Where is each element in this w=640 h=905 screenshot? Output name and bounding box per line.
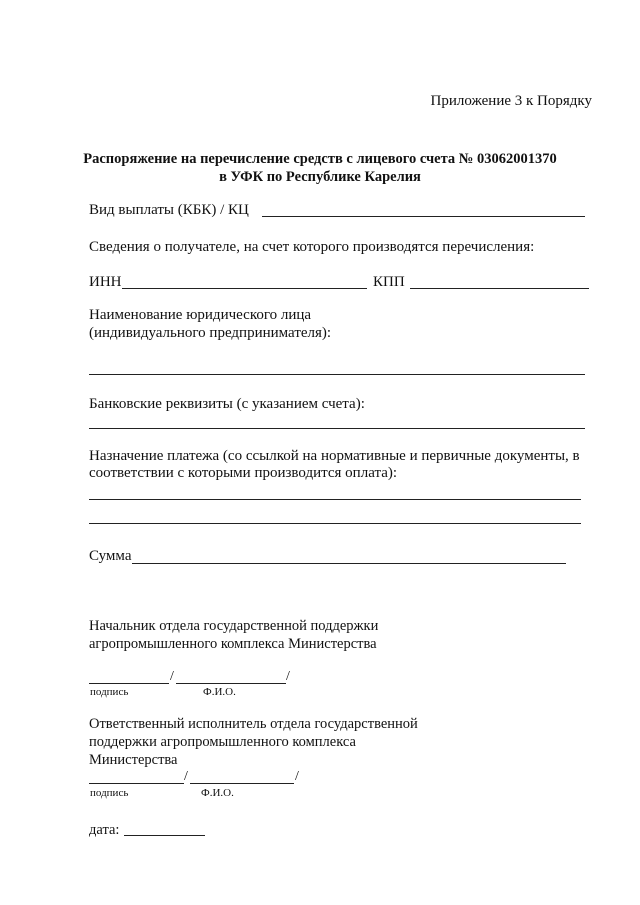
kpp-label: КПП [373, 274, 405, 290]
date-field-line[interactable] [124, 835, 205, 836]
executor-slash-1: / [184, 769, 188, 784]
payment-type-field-line[interactable] [262, 216, 585, 217]
payment-type-label: Вид выплаты (КБК) / КЦ [89, 202, 249, 218]
date-label: дата: [89, 822, 120, 838]
payment-purpose-label-line2: соответствии с которыми производится оплата): [89, 465, 398, 481]
payment-purpose-field-line2[interactable] [89, 523, 581, 524]
payment-purpose-field-line1[interactable] [89, 499, 581, 500]
executor-signature-line[interactable] [89, 783, 184, 784]
payment-purpose-label-line1: Назначение платежа (со ссылкой на нормативные и первичные документы, в [89, 448, 580, 464]
bank-details-field-line[interactable] [89, 428, 585, 429]
head-signature-caption: подпись [90, 686, 129, 698]
recipient-info-label: Сведения о получателе, на счет которого производятся перечисления: [89, 239, 535, 255]
executor-title-line2: поддержки агропромышленного комплекса [89, 734, 356, 750]
executor-fio-caption: Ф.И.О. [201, 787, 234, 799]
head-fio-line[interactable] [176, 683, 286, 684]
bank-details-label: Банковские реквизиты (с указанием счета): [89, 396, 365, 412]
executor-slash-2: / [295, 769, 299, 784]
head-fio-caption: Ф.И.О. [203, 686, 236, 698]
inn-field-line[interactable] [122, 288, 367, 289]
legal-name-label-line1: Наименование юридического лица [89, 307, 312, 323]
sum-label: Сумма [89, 548, 132, 564]
executor-fio-line[interactable] [190, 783, 294, 784]
kpp-field-line[interactable] [410, 288, 589, 289]
legal-name-field-line[interactable] [89, 374, 585, 375]
document-title-line2: в УФК по Республике Карелия [219, 169, 421, 185]
document-title-line1: Распоряжение на перечисление средств с лицевого счета № 03062001370 [83, 151, 557, 167]
executor-signature-caption: подпись [90, 787, 129, 799]
appendix-note: Приложение 3 к Порядку [430, 93, 592, 109]
inn-label: ИНН [89, 274, 122, 290]
head-slash-2: / [286, 669, 290, 684]
executor-title-line1: Ответственный исполнитель отдела государственной [89, 716, 418, 732]
legal-name-label-line2: (индивидуального предпринимателя): [89, 325, 332, 341]
head-signature-line[interactable] [89, 683, 169, 684]
head-title-line2: агропромышленного комплекса Министерства [89, 636, 377, 652]
head-title-line1: Начальник отдела государственной поддержки [89, 618, 379, 634]
executor-title-line3: Министерства [89, 752, 178, 768]
head-slash-1: / [170, 669, 174, 684]
sum-field-line[interactable] [132, 563, 566, 564]
